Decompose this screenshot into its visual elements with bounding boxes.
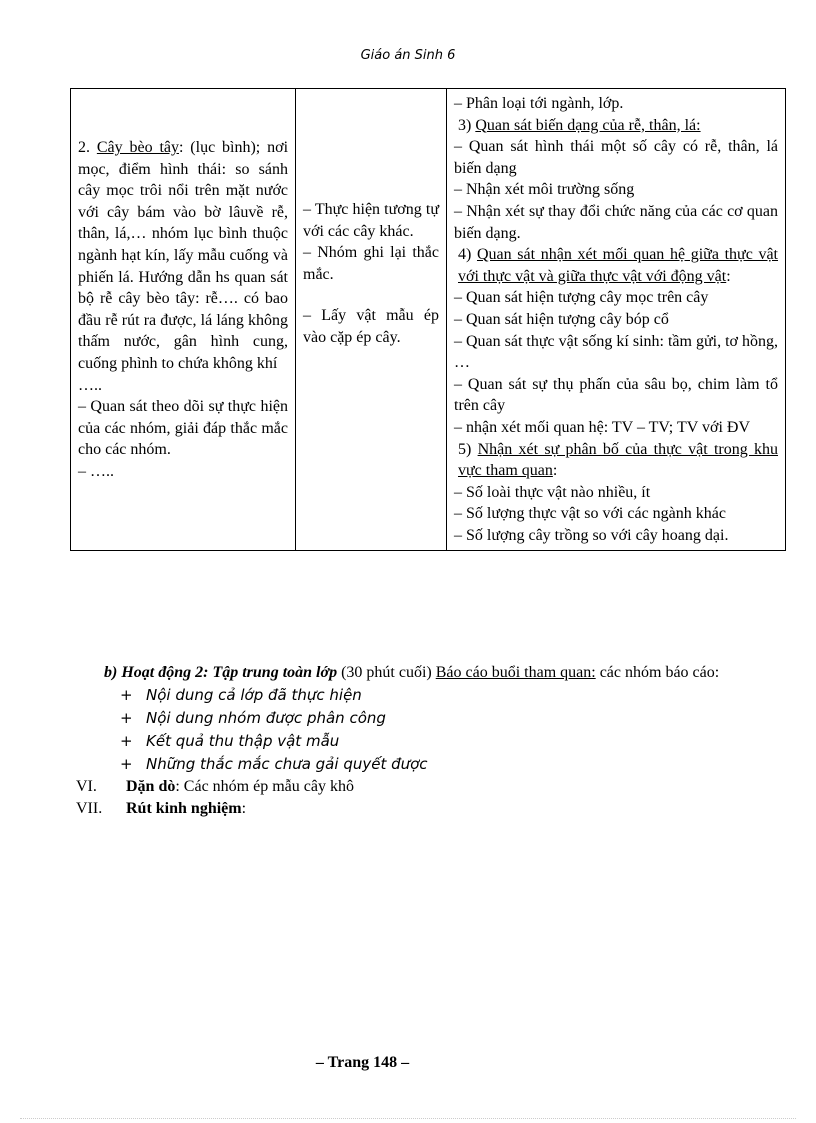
section-vii: VII. Rút kinh nghiệm: bbox=[76, 800, 247, 817]
list-item: + Nội dung cả lớp đã thực hiện bbox=[120, 686, 362, 704]
content-item: – Quan sát thực vật sống kí sinh: tầm gửi, tơ hồng, … bbox=[454, 332, 778, 372]
content-heading-4: 4) Quan sát nhận xét mối quan hệ giữa thực vật với thực vật và giữa thực vật với động vật: bbox=[458, 246, 779, 285]
content-item: – Quan sát sự thụ phấn của sâu bọ, chim làm tổ trên cây bbox=[454, 375, 778, 415]
content-item: – Nhận xét môi trường sống bbox=[454, 181, 635, 199]
list-item: + Những thắc mắc chưa gải quyết được bbox=[120, 755, 428, 773]
content-heading-3: 3) Quan sát biến dạng của rễ, thân, lá: bbox=[458, 116, 701, 134]
content-item: – Quan sát hình thái một số cây có rễ, thân, lá biến dạng bbox=[454, 138, 778, 177]
content-item: – Phân loại tới ngành, lớp. bbox=[454, 95, 624, 112]
content-item: – Số lượng thực vật so với các ngành khác bbox=[454, 505, 726, 523]
content-item: – Số lượng cây trồng so với cây hoang dại. bbox=[454, 526, 729, 544]
student-item: – Thực hiện tương tự với các cây khác. bbox=[303, 201, 439, 240]
teacher-activity-cell bbox=[71, 89, 296, 551]
student-item: – Lấy vật mẫu ép vào cặp ép cây. bbox=[303, 307, 439, 346]
list-item: + Nội dung nhóm được phân công bbox=[120, 709, 386, 727]
ellipsis: ….. bbox=[78, 376, 102, 394]
student-item: – Nhóm ghi lại thắc mắc. bbox=[303, 244, 439, 283]
content-item: – Quan sát hiện tượng cây mọc trên cây bbox=[454, 289, 709, 307]
after-table-section bbox=[78, 662, 778, 820]
content-item: – Nhận xét sự thay đổi chức năng của các cơ quan biến dạng. bbox=[454, 202, 778, 242]
page-divider bbox=[20, 1118, 796, 1119]
page-number: – Trang 148 – bbox=[315, 1054, 410, 1071]
plant-2-paragraph: 2. Cây bèo tây: (lục bình); nơi mọc, điểm hình thái: so sánh cây mọc trôi nổi trên mặt nước với cây bám vào bờ lâuvề rễ, thân, lá,… nhóm lục bình thuộc ngành hạt kín, lấy mẫu cuống và phiến lá. Hướng dẫn hs quan sát bộ rễ cây bèo tây: rễ…. có bao đầu rễ rút ra được, lá láng không thấm nước, gân hình cung, cuống phình to chứa không khí bbox=[78, 139, 289, 372]
content-item: – nhận xét mối quan hệ: TV – TV; TV với ĐV bbox=[454, 418, 750, 436]
list-item: + Kết quả thu thập vật mẫu bbox=[120, 732, 340, 750]
student-activity-cell bbox=[296, 89, 447, 551]
teacher-item: – ….. bbox=[78, 462, 114, 480]
section-vi: VI. Dặn dò: Các nhóm ép mẫu cây khô bbox=[76, 778, 354, 795]
teacher-item: – Quan sát theo dõi sự thực hiện của các nhóm, giải đáp thắc mắc cho các nhóm. bbox=[78, 398, 288, 459]
content-item: – Quan sát hiện tượng cây bóp cổ bbox=[454, 310, 669, 328]
lesson-table bbox=[70, 88, 786, 551]
content-cell bbox=[447, 89, 786, 551]
table-row bbox=[71, 89, 786, 551]
plant-2-title: Cây bèo tây bbox=[96, 139, 179, 156]
content-item: – Số loài thực vật nào nhiều, ít bbox=[454, 483, 651, 501]
page-header: Giáo án Sinh 6 bbox=[360, 48, 456, 63]
activity-2-paragraph: b) Hoạt động 2: Tập trung toàn lớp (30 phút cuối) Báo cáo buổi tham quan: các nhóm báo cáo: bbox=[104, 664, 720, 681]
content-heading-5: 5) Nhận xét sự phân bố của thực vật trong khu vực tham quan: bbox=[458, 440, 779, 480]
